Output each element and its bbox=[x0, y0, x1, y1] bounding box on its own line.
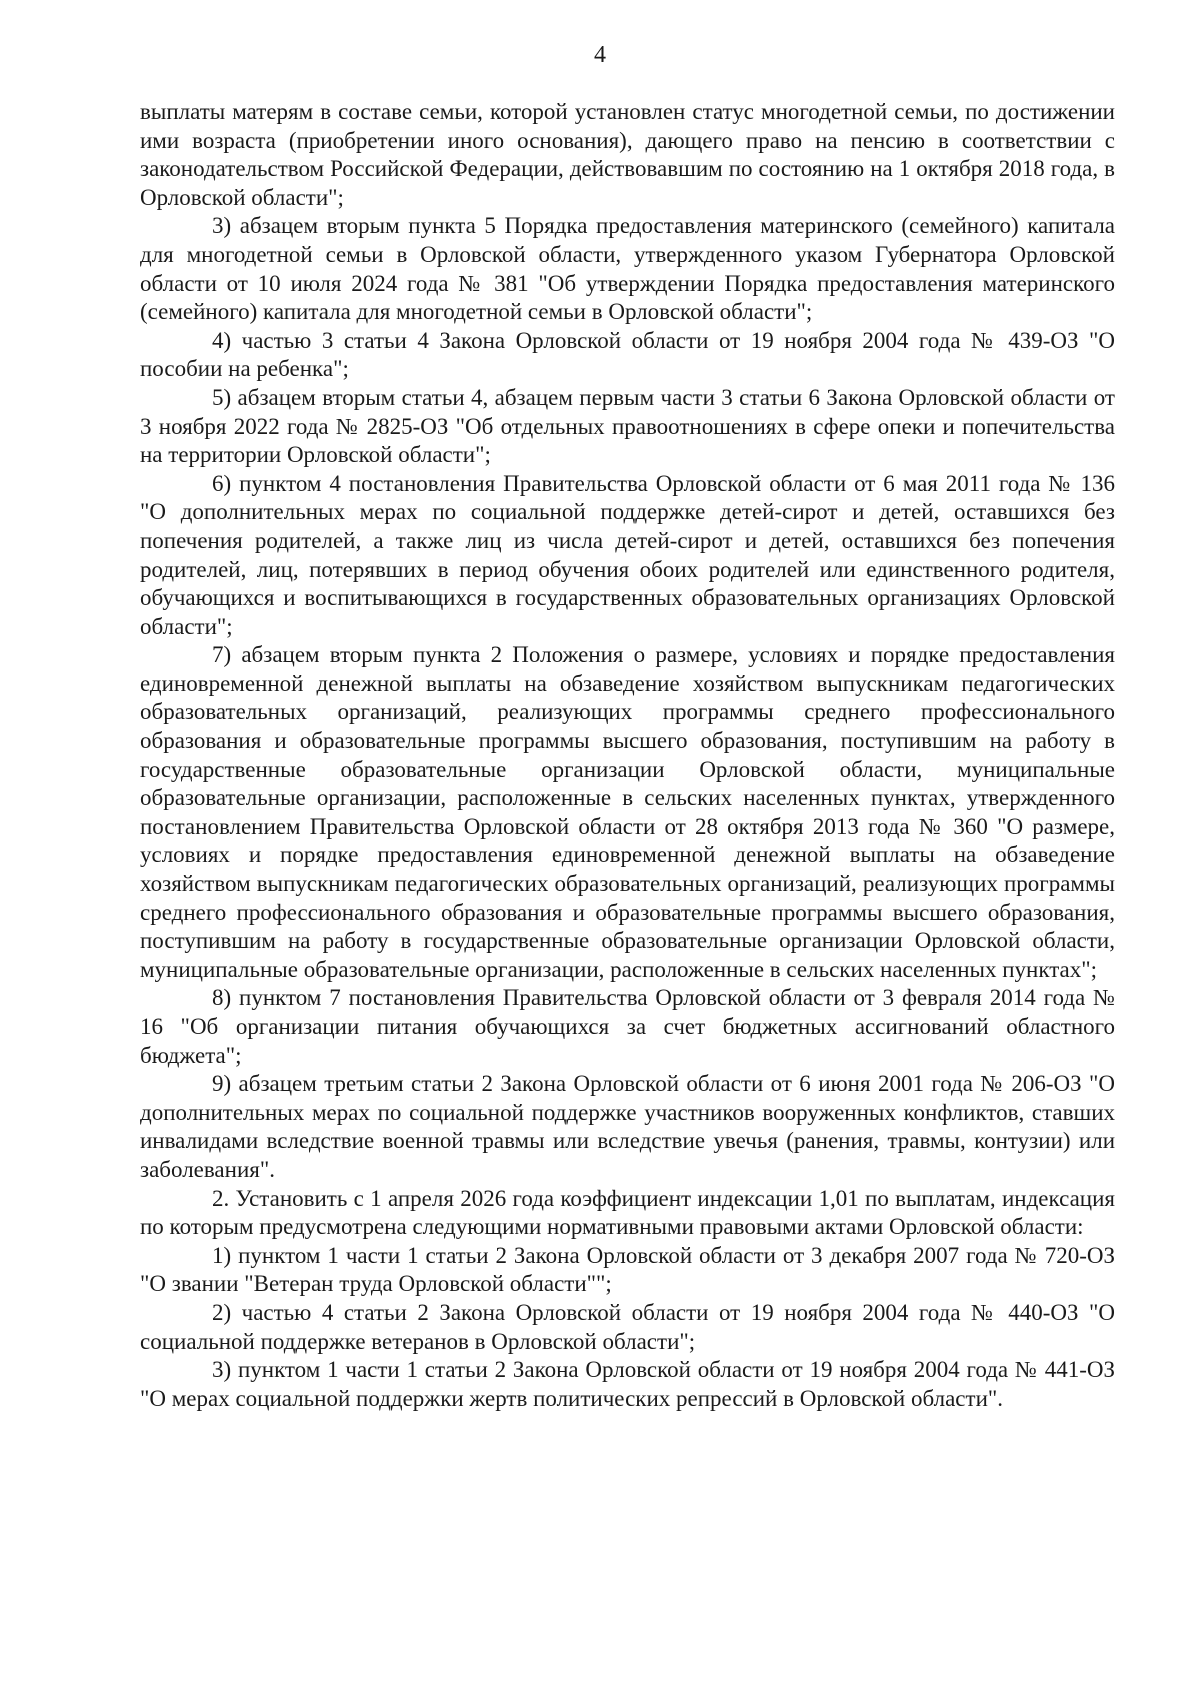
paragraph-item-3: 3) абзацем вторым пункта 5 Порядка предоставления материнского (семейного) капитала для многодетной семьи в Орловской области, утвержденного указом Губернатора Орловской области от 10 июля 2024 года № 381 "Об утверждении Порядка предоставления материнского (семейного) капитала для многодетной семьи в Орловской области"; bbox=[140, 213, 1115, 325]
paragraph-item-5: 5) абзацем вторым статьи 4, абзацем первым части 3 статьи 6 Закона Орловской области от 3 ноября 2022 года № 2825-ОЗ "Об отдельных правоотношениях в сфере опеки и попечительства на территории Орловской области"; bbox=[140, 384, 1115, 468]
paragraph-section-2-item-1: 1) пунктом 1 части 1 статьи 2 Закона Орловской области от 3 декабря 2007 года № 720-ОЗ "О звании "Ветеран труда Орловской области""; bbox=[140, 1242, 1115, 1297]
paragraph-section-2: 2. Установить с 1 апреля 2026 года коэффициент индексации 1,01 по выплатам, индексация по которым предусмотрена следующими нормативными правовыми актами Орловской области: bbox=[140, 1185, 1115, 1240]
page-number: 4 bbox=[594, 42, 606, 68]
paragraph-item-8: 8) пунктом 7 постановления Правительства Орловской области от 3 февраля 2014 года № 16 "Об организации питания обучающихся за счет бюджетных ассигнований областного бюджета"; bbox=[140, 985, 1115, 1068]
paragraph-item-4: 4) частью 3 статьи 4 Закона Орловской области от 19 ноября 2004 года № 439-ОЗ "О пособии на ребенка"; bbox=[140, 327, 1115, 382]
paragraph-item-6: 6) пунктом 4 постановления Правительства Орловской области от 6 мая 2011 года № 136 "О дополнительных мерах по социальной поддержке детей-сирот и детей, оставшихся без попечения родителей, а также лиц из числа детей-сирот и детей, оставшихся без попечения родителей, лиц, потерявших в период обучения обоих родителей или единственного родителя, обучающихся и воспитывающихся в государственных образовательных организациях Орловской области"; bbox=[140, 470, 1115, 639]
document-body bbox=[140, 98, 1115, 1413]
paragraph-item-7: 7) абзацем вторым пункта 2 Положения о размере, условиях и порядке предоставления единовременной денежной выплаты на обзаведение хозяйством выпускникам педагогических образовательных организаций, реализующих программы среднего профессионального образования и образовательные программы высшего образования, поступившим на работу в государственные образовательные организации Орловской области, муниципальные образовательные организации, расположенные в сельских населенных пунктах, утвержденного постановлением Правительства Орловской области от 28 октября 2013 года № 360 "О размере, условиях и порядке предоставления единовременной денежной выплаты на обзаведение хозяйством выпускникам педагогических образовательных организаций, реализующих программы среднего профессионального образования и образовательные программы высшего образования, поступившим на работу в государственные образовательные организации Орловской области, муниципальные образовательные организации, расположенные в сельских населенных пунктах"; bbox=[140, 642, 1115, 982]
paragraph-item-9: 9) абзацем третьим статьи 2 Закона Орловской области от 6 июня 2001 года № 206-ОЗ "О дополнительных мерах по социальной поддержке участников вооруженных конфликтов, ставших инвалидами вследствие военной травмы или вследствие увечья (ранения, травмы, контузии) или заболевания". bbox=[140, 1071, 1115, 1182]
paragraph-section-2-item-2: 2) частью 4 статьи 2 Закона Орловской области от 19 ноября 2004 года № 440-ОЗ "О социальной поддержке ветеранов в Орловской области"; bbox=[140, 1299, 1115, 1354]
paragraph-section-2-item-3: 3) пунктом 1 части 1 статьи 2 Закона Орловской области от 19 ноября 2004 года № 441-ОЗ "О мерах социальной поддержки жертв политических репрессий в Орловской области". bbox=[140, 1357, 1115, 1411]
paragraph-continuation: выплаты матерям в составе семьи, которой установлен статус многодетной семьи, по достижении ими возраста (приобретении иного основания), дающего право на пенсию в соответствии с законодательством Российской Федерации, действовавшим по состоянию на 1 октября 2018 года, в Орловской области"; bbox=[140, 99, 1115, 210]
